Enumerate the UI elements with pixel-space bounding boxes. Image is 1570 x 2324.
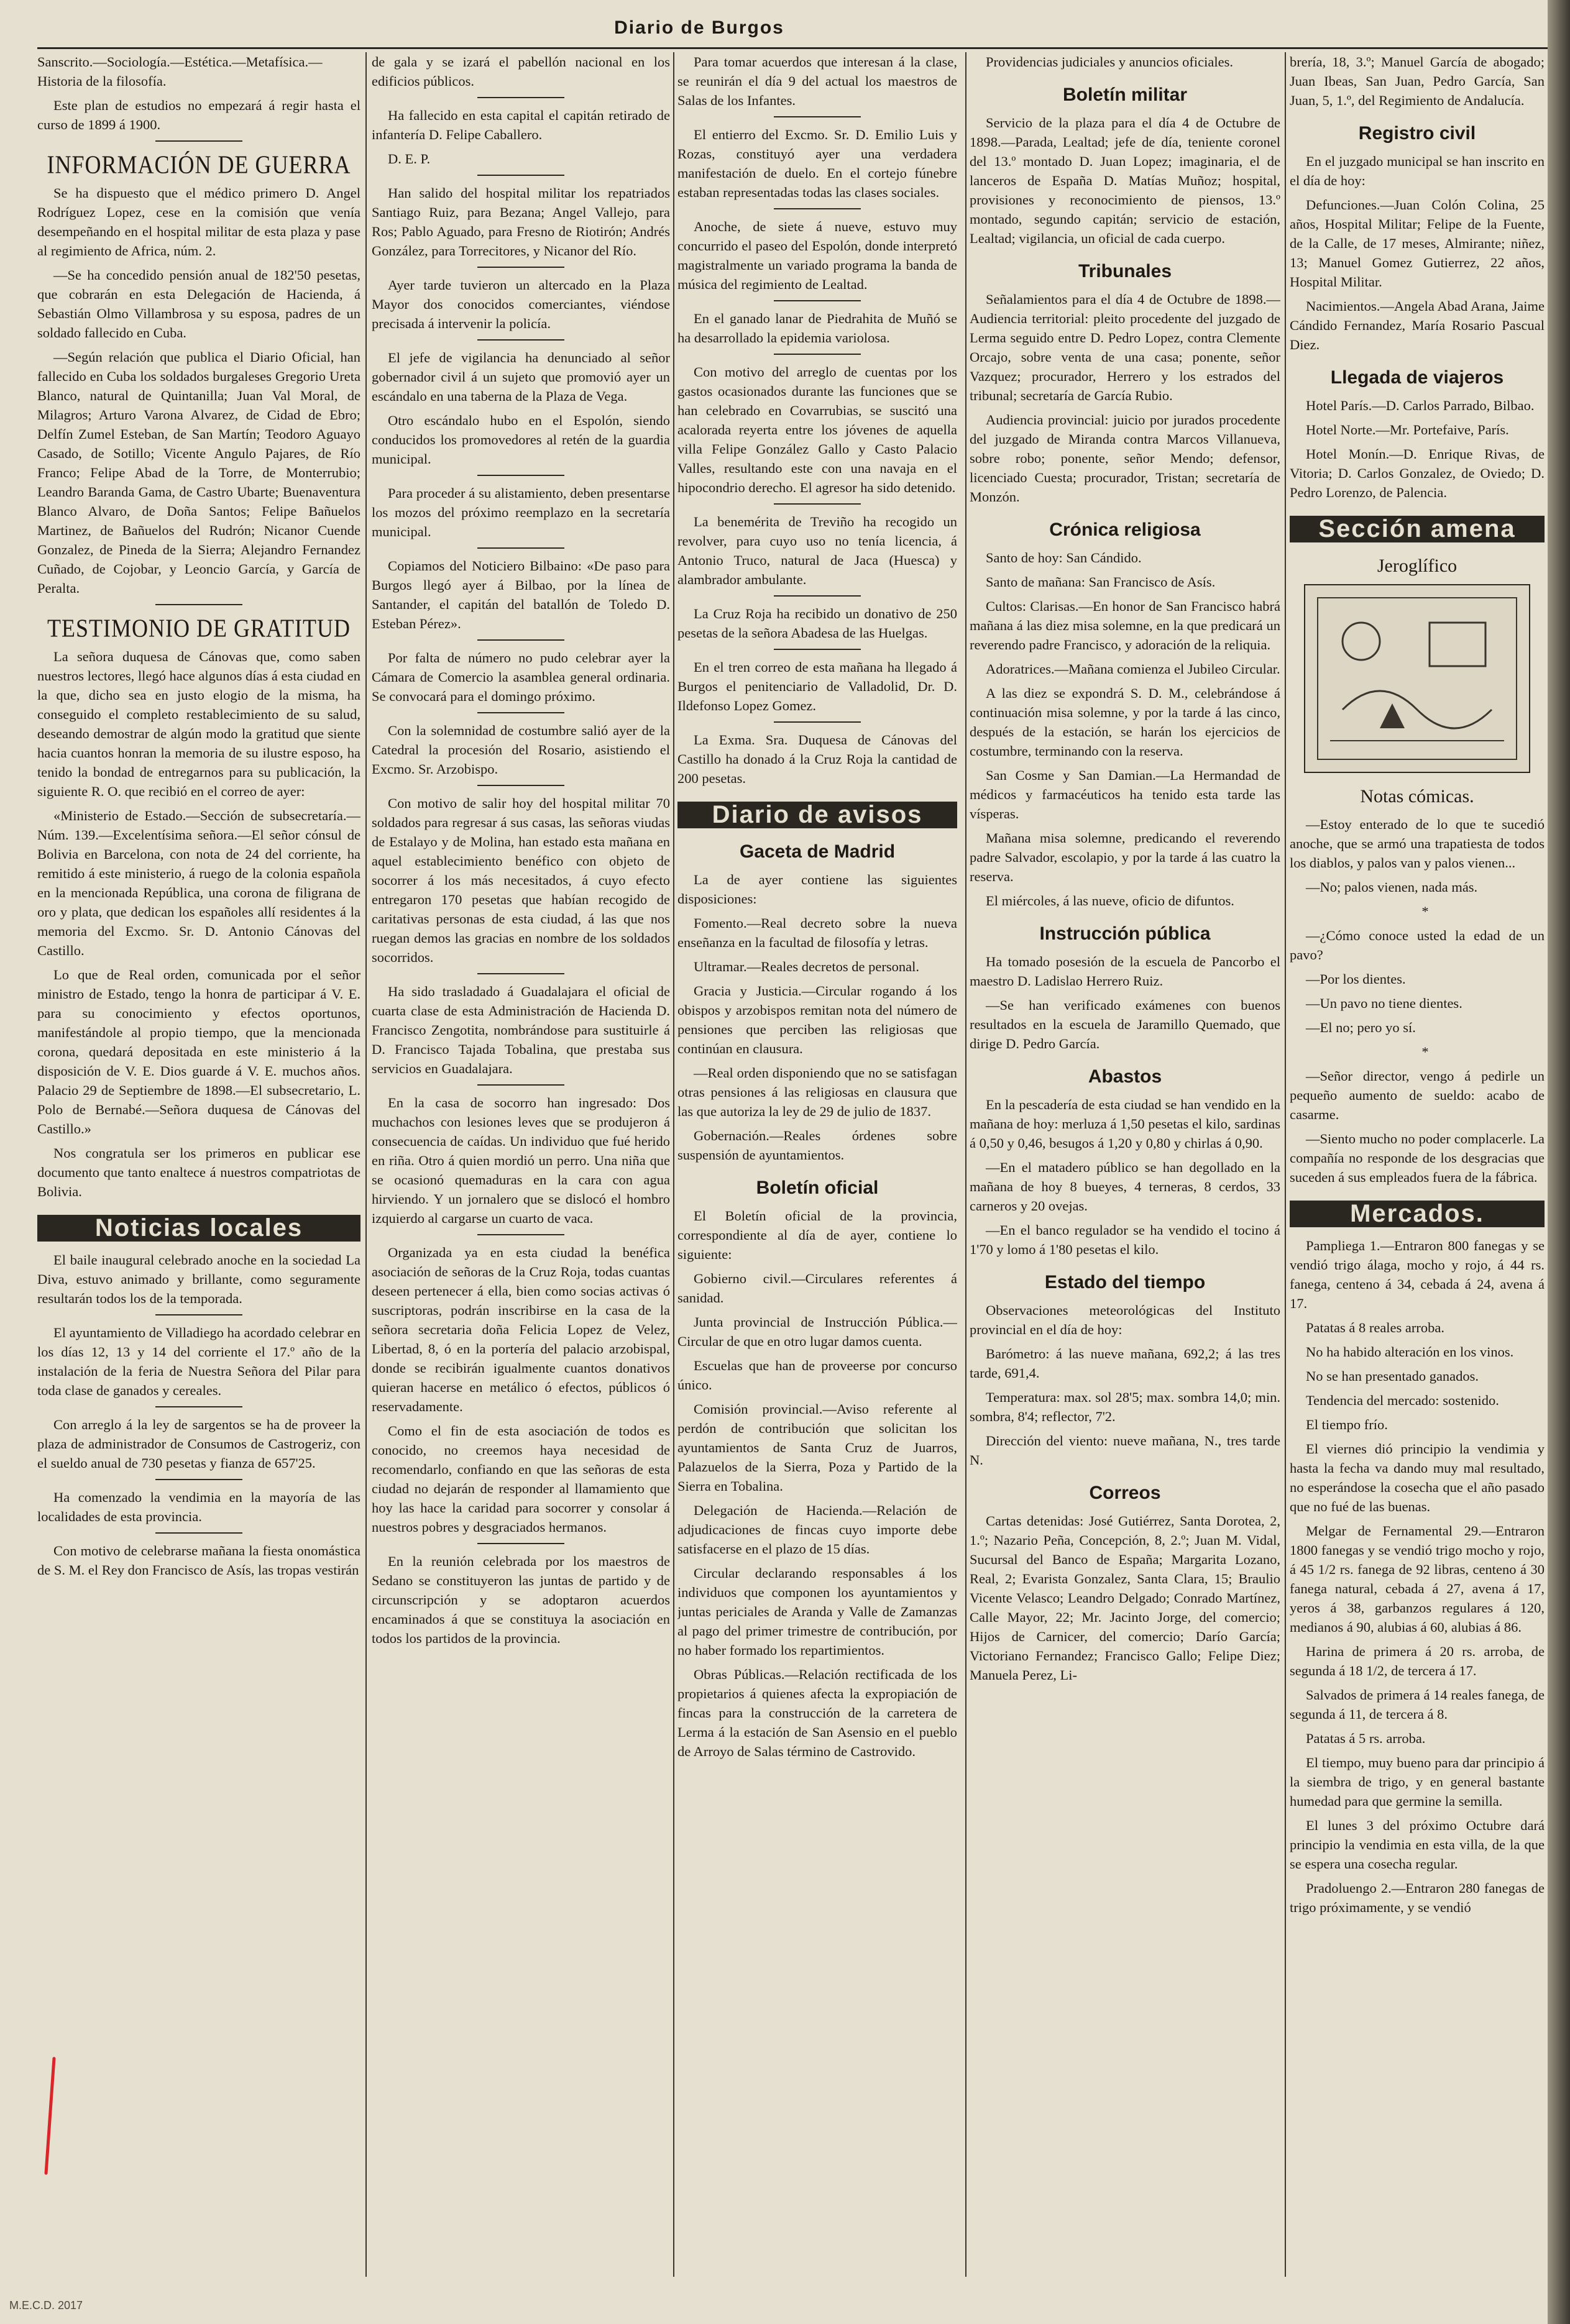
paragraph: «Ministerio de Estado.—Sección de subsecretaría.—Núm. 139.—Excelentísima señora.—El señor cónsul de Bolivia en Barcelona, con nota de 24 del corriente, ha remitido á este ministerio, á ruego de la colonia española en la mencionada República, una corona de filigrana de oro y plata, que dedican los españoles allí residentes á la memoria del Excmo. Sr. D. Antonio Cánovas del Castillo. — [37, 808, 360, 958]
paragraph: Santo de mañana: San Francisco de Asís. — [986, 574, 1216, 590]
separator — [774, 721, 861, 723]
paragraph: Ultramar.—Reales decretos de personal. — [694, 959, 919, 974]
paragraph: Santo de hoy: San Cándido. — [986, 550, 1142, 565]
separator — [477, 97, 564, 98]
paragraph: La Exma. Sra. Duquesa de Cánovas del Castillo ha donado á la Cruz Roja la cantidad de 200 pesetas. — [677, 732, 957, 786]
paragraph: Gobierno civil.—Circulares referentes á sanidad. — [677, 1271, 957, 1306]
paragraph: El tiempo, muy bueno para dar principio á la siembra de trigo, y en general bastante humedad para que germine la semilla. — [1290, 1755, 1545, 1809]
section-heading-avisos: Diario de avisos — [677, 802, 957, 828]
paragraph: Con motivo de celebrarse mañana la fiesta onomástica de S. M. el Rey don Francisco de Asís, las tropas vestirán — [37, 1543, 360, 1578]
separator — [477, 1234, 564, 1235]
separator — [155, 1406, 242, 1407]
section-heading-tribunales: Tribunales — [1078, 261, 1172, 281]
column-divider — [673, 52, 674, 2277]
paragraph: Anoche, de siete á nueve, estuvo muy concurrido el paseo del Espolón, donde interpretó magistralmente un variado programa la banda de música del regimiento de Lealtad. — [677, 219, 957, 292]
masthead — [0, 17, 1548, 48]
paragraph: Hotel Monín.—D. Enrique Rivas, de Vitoria; D. Carlos Gonzalez, de Oviedo; D. Pedro Lorenzo, de Palencia. — [1290, 446, 1545, 500]
page-title: Diario de Burgos — [614, 17, 784, 38]
separator — [477, 175, 564, 176]
jeroglifico-illustration — [1304, 584, 1530, 773]
separator — [774, 116, 861, 117]
paragraph: Copiamos del Noticiero Bilbaino: «De paso para Burgos llegó ayer á Bilbao, por la línea de Santander, el capitán del batallón de Toledo D. Esteban Pérez». — [372, 558, 670, 631]
separator — [477, 639, 564, 641]
column-2 — [372, 52, 670, 2277]
paragraph: Melgar de Fernamental 29.—Entraron 1800 fanegas y se vendió trigo mocho y rojo, á 45 1/2 rs. fanega de 92 libras, centeno á 30 fanega natural, cebada á 27, avena á 17, yeros á 38, garbanzos regulares á 120, medianos á 90, alubias á 60, alubias á 86. — [1290, 1523, 1545, 1635]
paragraph: El ayuntamiento de Villadiego ha acordado celebrar en los días 12, 13 y 14 del corriente el 17.º año de la instalación de la feria de Nuestra Señora del Pilar para toda clase de ganados y cereales. — [37, 1325, 360, 1398]
asterisk-separator: * — [1421, 1044, 1429, 1059]
paragraph: —Según relación que publica el Diario Oficial, han fallecido en Cuba los soldados burgaleses Gregorio Ureta Blanco, natural de Quintanilla; Juan Val Moral, de Milagros; Arturo Varona Alvarez, de Cidad de Ebro; Delfín Zumel Esteban, de San Martín; Teodoro Aguayo Casado, de Sotillo; Vicente Angulo Pajares, de Río Franco; Felipe Abad de la Torre, de Monterrubio; Leandro Baranda Gama, de Castro Ubarte; Buenaventura Blanco Alvaro, de Doña Santos; Felipe Bañuelos Martinez, de Bañuelos del Rudrón; Nicanor Cuende Gonzalez, de Pineda de la Sierra; Alejandro Fernandez Cuñado, de Cojobar, y Leoncio García, y García de Peralta. — [37, 349, 360, 596]
section-heading-gratitud: TESTIMONIO DE GRATITUD — [47, 613, 351, 643]
paragraph: —Por los dientes. — [1306, 971, 1406, 987]
paragraph: Con arreglo á la ley de sargentos se ha de proveer la plaza de administrador de Consumos de Castrogeriz, con el sueldo anual de 730 pesetas y fianza de 657'25. — [37, 1417, 360, 1471]
paragraph: Con motivo del arreglo de cuentas por los gastos ocasionados durante las funciones que se han celebrado en Covarrubias, se suscitó una acalorada reyerta entre los jóvenes de aquella villa Felipe González Gallo y Casto Palacio Valles, resultando este con una navaja en el hipocondrio derecho. El agresor ha sido detenido. — [677, 364, 957, 495]
separator — [477, 267, 564, 268]
separator — [155, 1314, 242, 1315]
separator — [774, 208, 861, 209]
separator — [477, 785, 564, 786]
paragraph: El viernes dió principio la vendimia y hasta la fecha va dando muy mal resultado, no esperándose la cosecha que el año pasado que no fué de las buenas. — [1290, 1441, 1545, 1514]
paragraph: Sanscrito.—Sociología.—Estética.—Metafísica.—Historia de la filosofía. — [37, 54, 323, 89]
paragraph: Temperatura: max. sol 28'5; max. sombra 14,0; min. sombra, 8'4; reflector, 7'2. — [970, 1389, 1280, 1424]
separator — [477, 1084, 564, 1086]
column-4 — [970, 52, 1280, 2277]
header-rule — [37, 47, 1548, 49]
column-5 — [1290, 52, 1545, 2277]
paragraph: A las diez se expondrá S. D. M., celebrándose á continuación misa solemne, y por la tarde á las cinco, después de la estación, se harán los ejercicios de costumbre, terminando con la reserva. — [970, 685, 1280, 759]
paragraph: En la pescadería de esta ciudad se han vendido en la mañana de hoy: merluza á 1,50 pesetas el kilo, sardinas á 0,50 y 0,46, besugos á 1,20 y 0,80 y chirlas á 0,90. — [970, 1097, 1280, 1151]
paragraph: Ha tomado posesión de la escuela de Pancorbo el maestro D. Ladislao Herrero Ruiz. — [970, 954, 1280, 989]
section-heading-instruccion: Instrucción pública — [1039, 923, 1211, 944]
paragraph: El miércoles, á las nueve, oficio de difuntos. — [986, 893, 1234, 908]
paragraph: En la reunión celebrada por los maestros de Sedano se constituyeron las juntas de partido y de circunscripción y se adoptaron acuerdos encaminados á que se constituya la asociación en todos los partidos de la provincia. — [372, 1553, 670, 1646]
paragraph: Ayer tarde tuvieron un altercado en la Plaza Mayor dos conocidos comerciantes, viéndose precisada á intervenir la policía. — [372, 277, 670, 331]
paragraph: —Estoy enterado de lo que te sucedió anoche, que se armó una trapatiesta de todos los diablos, y palos van y palos vienen... — [1290, 817, 1545, 871]
paragraph: Harina de primera á 20 rs. arroba, de segunda á 18 1/2, de tercera á 17. — [1290, 1644, 1545, 1678]
paragraph: La Cruz Roja ha recibido un donativo de 250 pesetas de la señora Abadesa de las Huelgas. — [677, 606, 957, 641]
paragraph: Por falta de número no pudo celebrar ayer la Cámara de Comercio la asamblea general ordinaria. Se convocará para el domingo próximo. — [372, 650, 670, 704]
paragraph: —Se han verificado exámenes con buenos resultados en la escuela de Jaramillo Quemado, que dirige D. Pedro García. — [970, 997, 1280, 1051]
paragraph: San Cosme y San Damian.—La Hermandad de médicos y farmacéuticos ha tenido esta tarde las vísperas. — [970, 767, 1280, 821]
separator — [477, 339, 564, 341]
paragraph: Lo que de Real orden, comunicada por el señor ministro de Estado, tengo la honra de participar á V. E. para su conocimiento y efectos oportunos, manifestándole al propio tiempo, que la mencionada corona, quedará depositada en este ministerio á la disposición de V. E. Dios guarde á V. E. muchos años. Palacio 29 de Septiembre de 1898.—El subsecretario, L. Polo de Bernabé.—Señora duquesa de Cánovas del Castillo.» — [37, 967, 360, 1137]
separator — [774, 354, 861, 355]
paragraph: En el ganado lanar de Piedrahita de Muñó se ha desarrollado la epidemia variolosa. — [677, 311, 957, 345]
paragraph: Gobernación.—Reales órdenes sobre suspensión de ayuntamientos. — [677, 1128, 957, 1163]
column-1 — [37, 52, 360, 2277]
paragraph: La de ayer contiene las siguientes disposiciones: — [677, 872, 957, 907]
paragraph: Junta provincial de Instrucción Pública.—Circular de que en otro lugar damos cuenta. — [677, 1314, 957, 1349]
paragraph: —Señor director, vengo á pedirle un pequeño aumento de sueldo: acabo de casarme. — [1290, 1068, 1545, 1122]
separator — [477, 475, 564, 476]
section-heading-amena: Sección amena — [1290, 516, 1545, 542]
section-heading-militar: Boletín militar — [1062, 85, 1188, 105]
paragraph: Para tomar acuerdos que interesan á la clase, se reunirán el día 9 del actual los maestros de Salas de los Infantes. — [677, 54, 957, 108]
paragraph: Señalamientos para el día 4 de Octubre de 1898.—Audiencia territorial: pleito procedente del juzgado de Lerma seguido entre D. Pedro Lopez, contra Clemente Orcajo, sobre venta de una casa; ponente, señor Vazquez; procurador, Herrero y los estrados del tribunal; secretaría de García Rubio. — [970, 291, 1280, 403]
paragraph: —No; palos vienen, nada más. — [1306, 879, 1478, 895]
paragraph: Fomento.—Real decreto sobre la nueva enseñanza en la facultad de filosofía y letras. — [677, 915, 957, 950]
paragraph: brería, 18, 3.º; Manuel García de abogado; Juan Ibeas, San Juan, Pedro García, San Juan, 5, 1.º, del Regimiento de Andalucía. — [1290, 54, 1545, 108]
section-heading-jeroglifico: Jeroglífico — [1377, 556, 1458, 576]
paragraph: Tendencia del mercado: sostenido. — [1306, 1393, 1499, 1408]
paragraph: Patatas á 5 rs. arroba. — [1306, 1731, 1426, 1746]
paragraph: Comisión provincial.—Aviso referente al perdón de contribución que solicitan los ayuntamientos de Santa Cruz de Juarros, Palazuelos de la Sierra, Poza y Partido de la Sierra en Tobalina. — [677, 1401, 957, 1494]
paragraph: Delegación de Hacienda.—Relación de adjudicaciones de fincas cuyo importe debe satisfacerse en el plazo de 15 días. — [677, 1503, 957, 1557]
paragraph: Servicio de la plaza para el día 4 de Octubre de 1898.—Parada, Lealtad; jefe de día, teniente coronel del 13.º montado D. Juan Lopez; imaginaria, el de lanceros de España D. Matías Muñoz; hospital, provisiones y reconocimiento de piensos, 13.º montado, segundo capitán; servicio de estación, Lealtad; vigilancia, un oficial de cada cuerpo. — [970, 115, 1280, 246]
paragraph: Mañana misa solemne, predicando el reverendo padre Salvador, escolapio, y por la tarde á las cuatro la reserva. — [970, 830, 1280, 884]
paragraph: En el tren correo de esta mañana ha llegado á Burgos el penitenciario de Valladolid, Dr. D. Ildefonso Lopez Gomez. — [677, 659, 957, 713]
paragraph: Obras Públicas.—Relación rectificada de los propietarios á quienes afecta la expropiación de fincas para la construcción de la carretera de Lerma á la estación de San Asensio en el pueblo de Arroyo de Salas término de Castrovido. — [677, 1667, 957, 1759]
column-divider — [365, 52, 367, 2277]
paragraph: No ha habido alteración en los vinos. — [1306, 1344, 1514, 1360]
archive-credit: M.E.C.D. 2017 — [9, 2299, 83, 2312]
rebus-drawing-icon — [1305, 585, 1529, 772]
paragraph: —En el banco regulador se ha vendido el tocino á 1'70 y lomo á 1'80 pesetas el kilo. — [970, 1222, 1280, 1257]
separator — [155, 1479, 242, 1480]
section-heading-tiempo: Estado del tiempo — [1044, 1272, 1206, 1292]
paragraph: Este plan de estudios no empezará á regir hasta el curso de 1899 á 1900. — [37, 98, 360, 132]
section-heading-cronica: Crónica religiosa — [1049, 519, 1201, 540]
column-divider — [1285, 52, 1286, 2277]
paragraph: En el juzgado municipal se han inscrito en el día de hoy: — [1290, 153, 1545, 188]
paragraph: El entierro del Excmo. Sr. D. Emilio Luis y Rozas, constituyó ayer una verdadera manifestación de duelo. En el cortejo fúnebre estaban representadas todas las clases sociales. — [677, 127, 957, 200]
paragraph: Providencias judiciales y anuncios oficiales. — [986, 54, 1234, 70]
section-heading-correos: Correos — [1089, 1483, 1161, 1503]
separator — [477, 973, 564, 974]
asterisk-separator: * — [1421, 904, 1429, 919]
section-heading-oficial: Boletín oficial — [756, 1178, 879, 1198]
paragraph: Barómetro: á las nueve mañana, 692,2; á las tres tarde, 691,4. — [970, 1346, 1280, 1381]
separator — [774, 503, 861, 505]
paragraph: Se ha dispuesto que el médico primero D. Angel Rodríguez Lopez, cese en la comisión que venía desempeñando en el hospital militar de esta plaza y pase al regimiento de Africa, núm. 2. — [37, 185, 360, 258]
paragraph: —¿Cómo conoce usted la edad de un pavo? — [1290, 928, 1545, 963]
paragraph: Pradoluengo 2.—Entraron 280 fanegas de trigo próximamente, y se vendió — [1290, 1880, 1545, 1915]
paragraph: El lunes 3 del próximo Octubre dará principio la vendimia en esta villa, de la que se espera una cosecha regular. — [1290, 1818, 1545, 1872]
paragraph: de gala y se izará el pabellón nacional en los edificios públicos. — [372, 54, 670, 89]
separator — [774, 649, 861, 650]
paragraph: Para proceder á su alistamiento, deben presentarse los mozos del próximo reemplazo en la secretaría municipal. — [372, 485, 670, 539]
paragraph: No se han presentado ganados. — [1306, 1368, 1479, 1384]
paragraph: Adoratrices.—Mañana comienza el Jubileo Circular. — [986, 661, 1280, 677]
paragraph: Patatas á 8 reales arroba. — [1306, 1320, 1445, 1335]
paragraph: Han salido del hospital militar los repatriados Santiago Ruiz, para Bezana; Angel Vallejo, para Ros; Pablo Aguado, para Fresno de Riotirón; Andrés González, para Torrecitores, y Nicanor del Río. — [372, 185, 670, 258]
paragraph: —En el matadero público se han degollado en la mañana de hoy 8 bueyes, 4 terneras, 8 cerdos, 33 carneros y 20 ovejas. — [970, 1160, 1280, 1214]
paragraph: Hotel Norte.—Mr. Portefaive, París. — [1306, 422, 1509, 437]
paragraph: —Real orden disponiendo que no se satisfagan otras pensiones á las religiosas en clausura que las que autoriza la ley de 29 de julio de 1837. — [677, 1065, 957, 1119]
paragraph: Observaciones meteorológicas del Instituto provincial en el día de hoy: — [970, 1302, 1280, 1337]
separator — [774, 595, 861, 597]
section-heading-gaceta: Gaceta de Madrid — [739, 841, 896, 862]
paragraph: Escuelas que han de proveerse por concurso único. — [677, 1358, 957, 1393]
paragraph: Otro escándalo hubo en el Espolón, siendo conducidos los promovedores al retén de la guardia municipal. — [372, 413, 670, 467]
paragraph: Como el fin de esta asociación de todos es conocido, no creemos haya necesidad de recomendarlo, confiando en que las señoras de esta ciudad no dejarán de responder al llamamiento que hoy las hace la caridad para socorrer y consolar á nuestros pobres y desgraciados hermanos. — [372, 1423, 670, 1535]
separator — [155, 1532, 242, 1534]
separator — [477, 1543, 564, 1544]
section-heading-viajeros: Llegada de viajeros — [1330, 367, 1504, 388]
paragraph: Con motivo de salir hoy del hospital militar 70 soldados para regresar á sus casas, las señoras viudas de Estalayo y de Molina, han estado esta mañana en aquel establecimiento benéfico con objeto de socorrer á los más necesitados, á cuyo efecto entregaron 170 pesetas que habían recogido de caritativas personas de esta ciudad, á las que nos ruegan demos las gracias en nombre de los soldados socorridos. — [372, 795, 670, 965]
separator — [477, 712, 564, 713]
paragraph: D. E. P. — [388, 151, 431, 167]
separator — [155, 604, 242, 605]
paragraph: —Se ha concedido pensión anual de 182'50 pesetas, que cobrarán en esta Delegación de Hacienda, á Sebastián Olmo Villambrosa y su esposa, padres de un soldado fallecido en Cuba. — [37, 267, 360, 341]
separator — [155, 140, 242, 142]
paragraph: Nos congratula ser los primeros en publicar ese documento que tanto enaltece á nuestros compatriotas de Bolivia. — [37, 1145, 360, 1199]
paragraph: Audiencia provincial: juicio por jurados procedente del juzgado de Miranda contra Marcos Villanueva, sobre robo; ponente, señor Mendo; defensor, licenciado Cuesta; procurador, Tristan; secretaría de Monzón. — [970, 412, 1280, 505]
paragraph: Dirección del viento: nueve mañana, N., tres tarde N. — [970, 1433, 1280, 1468]
page-edge-shadow — [1548, 0, 1570, 2324]
paragraph: —Siento mucho no poder complacerle. La compañía no responde de los desgracias que suceden á sus empleados fuera de la fábrica. — [1290, 1131, 1545, 1185]
section-heading-guerra: INFORMACIÓN DE GUERRA — [47, 150, 351, 179]
paragraph: Ha comenzado la vendimia en la mayoría de las localidades de esta provincia. — [37, 1489, 360, 1524]
section-heading-locales: Noticias locales — [37, 1215, 360, 1242]
paragraph: El Boletín oficial de la provincia, correspondiente al día de ayer, contiene lo siguiente: — [677, 1208, 957, 1262]
paragraph: Ha sido trasladado á Guadalajara el oficial de cuarta clase de esta Administración de Hacienda D. Francisco Zengotita, nombrándose para sustituirle á D. Francisco Tajada Tobalina, que prestaba sus servicios en Guadalajara. — [372, 984, 670, 1076]
paragraph: Hotel París.—D. Carlos Parrado, Bilbao. — [1306, 398, 1535, 413]
section-heading-registro: Registro civil — [1358, 123, 1476, 144]
paragraph: —Un pavo no tiene dientes. — [1306, 995, 1462, 1011]
paragraph: Circular declarando responsables á los individuos que componen los ayuntamientos y juntas periciales de Aranda y Valle de Zamanzas al pago del primer trimestre de contribución, por no haber formado los repartimientos. — [677, 1565, 957, 1658]
section-heading-mercados: Mercados. — [1290, 1201, 1545, 1227]
paragraph: Pampliega 1.—Entraron 800 fanegas y se vendió trigo álaga, mocho y rojo, á 44 rs. fanega, centeno á 34, cebada á 24, avena á 17. — [1290, 1238, 1545, 1311]
paragraph: Defunciones.—Juan Colón Colina, 25 años, Hospital Militar; Felipe de la Fuente, de la Calle, de 17 meses, Almirante; niñez, 13; Manuel Gomez Gutierrez, 22 años, Hospital Militar. — [1290, 197, 1545, 290]
paragraph: Nacimientos.—Angela Abad Arana, Jaime Cándido Fernandez, María Rosario Pascual Diez. — [1290, 298, 1545, 352]
separator — [774, 300, 861, 301]
paragraph: Organizada ya en esta ciudad la benéfica asociación de señoras de la Cruz Roja, todas cuantas deseen pertenecer á ella, bien como socias activas ó suscriptoras, podrán inscribirse en la casa de la señora secretaria doña Felicia Lopez de Velez, Libertad, 8, ó en la portería del palacio arzobispal, donde se recibirán igualmente cuantos donativos quieran hacerse en metálico ó efectos, públicos ó reservadamente. — [372, 1245, 670, 1414]
paragraph: Gracia y Justicia.—Circular rogando á los obispos y arzobispos remitan nota del número de pensiones que perciben las religiosas que continúan en clausura. — [677, 983, 957, 1056]
paragraph: Con la solemnidad de costumbre salió ayer de la Catedral la procesión del Rosario, asistiendo el Excmo. Sr. Arzobispo. — [372, 723, 670, 777]
separator — [477, 547, 564, 549]
paragraph: El tiempo frío. — [1306, 1417, 1388, 1432]
paragraph: Ha fallecido en esta capital el capitán retirado de infantería D. Felipe Caballero. — [372, 108, 670, 142]
paragraph: La señora duquesa de Cánovas que, como saben nuestros lectores, llegó hace algunos días á esta ciudad en la que, dicho sea en justo elogio de la misma, ha conseguido el completo restablecimiento de su salud, deseando demostrar de algún modo la gratitud que siente hacia cuantos honran la memoria de su ilustre esposo, ha tenido la bondad de entregarnos para su publicación, la siguiente R. O. que recibió en el correo de ayer: — [37, 649, 360, 799]
paragraph: Salvados de primera á 14 reales fanega, de segunda á 11, de tercera á 8. — [1290, 1687, 1545, 1722]
paragraph: El baile inaugural celebrado anoche en la sociedad La Diva, estuvo animado y brillante, como seguramente resultarán todos los de la temporada. — [37, 1252, 360, 1306]
paragraph: Cultos: Clarisas.—En honor de San Francisco habrá mañana á las diez misa solemne, en la que predicará un reverendo padre Francisco, y adoración de la reliquia. — [970, 598, 1280, 652]
paragraph: La benemérita de Treviño ha recogido un revolver, para cuyo uso no tenía licencia, á Antonio Truco, natural de Jaca (Huesca) y alambrador ambulante. — [677, 514, 957, 587]
section-heading-abastos: Abastos — [1088, 1066, 1162, 1087]
column-3 — [677, 52, 957, 2277]
section-heading-comicas: Notas cómicas. — [1360, 786, 1474, 807]
paragraph: —El no; pero yo sí. — [1306, 1020, 1416, 1035]
column-divider — [965, 52, 966, 2277]
paragraph: Cartas detenidas: José Gutiérrez, Santa Dorotea, 2, 1.º; Nazario Peña, Concepción, 8, 2.º; Juan M. Vidal, Sucursal del Banco de España; Margarita Lozano, Real, 2; Evarista Gonzalez, Santa Clara, 15; Braulio Vicente Velasco; Leandro Delgado; Conrado Martínez, Calle Mayor, 22; Mr. Jacinto Jorge, del comercio; Hijos de Carnicer, del comercio; Darío García; Victoriano Fernandez; Francisco Gallo; Felipe Diez; Manuela Perez, Li- — [970, 1513, 1280, 1683]
paragraph: En la casa de socorro han ingresado: Dos muchachos con lesiones leves que se produjeron á consecuencia de caídas. Un individuo que fué herido en riña. Otro á quien mordió un perro. Una niña que se ocasionó quemaduras en la cara con agua hirviendo. Y un jornalero que se dislocó el hombro izquierdo al cargarse un cuarto de vaca. — [372, 1095, 670, 1226]
paragraph: El jefe de vigilancia ha denunciado al señor gobernador civil á un sujeto que promovió ayer un escándalo en una taberna de la Plaza de Vega. — [372, 350, 670, 404]
